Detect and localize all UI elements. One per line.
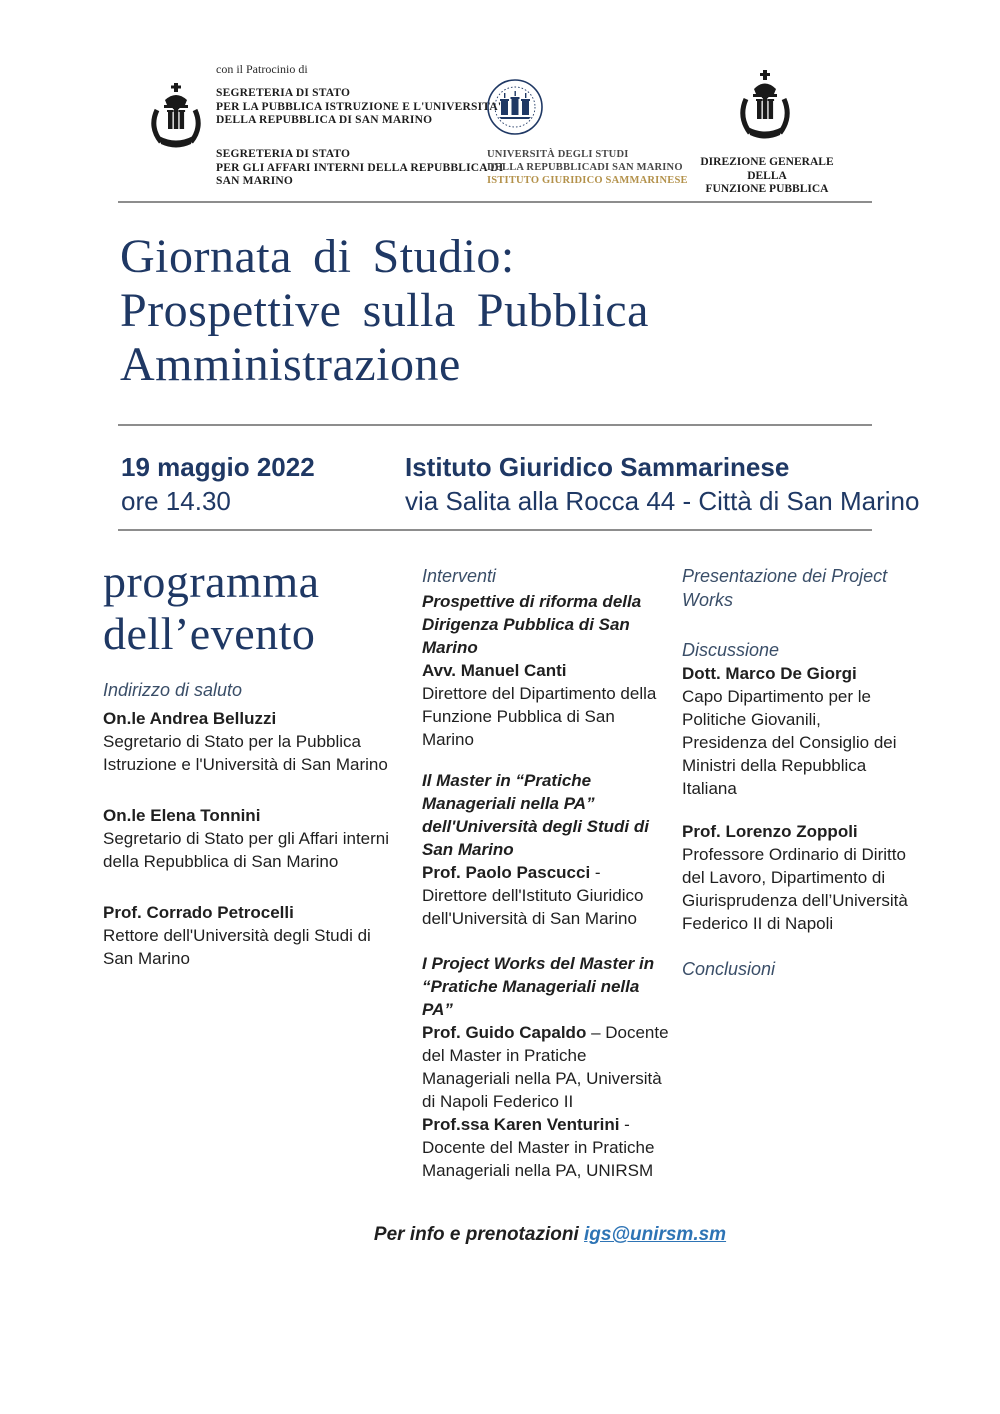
speaker-name: On.le Elena Tonnini [103, 806, 261, 825]
speaker-role: Capo Dipartimento per le Politiche Giovanili, Presidenza del Consiglio dei Ministri della Repubblica Italiana [682, 687, 897, 798]
talk-title: Prospettive di riforma della Dirigenza Pubblica di San Marino [422, 592, 642, 657]
speaker-entry [103, 901, 399, 970]
speaker-name: Prof. Paolo Pascucci [422, 863, 591, 882]
program-heading: programma dell’evento [103, 556, 320, 659]
talk-entry [422, 769, 670, 930]
speaker-role: Segretario di Stato per gli Affari interni della Repubblica di San Marino [103, 829, 390, 871]
secretariat-education-text: SEGRETERIA DI STATO PER LA PUBBLICA ISTRUZIONE E L'UNIVERSITA' DELLA REPUBBLICA DI SAN MARINO [216, 87, 502, 126]
section-label-presentazione: Presentazione dei Project Works [682, 566, 888, 610]
speaker-role: – Docente del Master in Pratiche Manageriali nella PA, Università di Napoli Federico II [422, 1023, 669, 1111]
event-venue [405, 450, 919, 518]
patronage-label: con il Patrocinio di [216, 62, 308, 76]
program-section [103, 556, 915, 1216]
secretariat-internal-text: SEGRETERIA DI STATO PER GLI AFFARI INTERNI DELLA REPUBBLICA DI SAN MARINO [216, 148, 504, 187]
speaker-role: - Direttore dell'Istituto Giuridico dell'Università di San Marino [422, 863, 644, 928]
speaker-role: Direttore del Dipartimento della Funzione Pubblica di San Marino [422, 684, 657, 749]
speaker-name: Avv. Manuel Canti [422, 661, 567, 680]
university-seal-icon [486, 78, 544, 141]
speaker-entry [103, 804, 399, 873]
venue-name: Istituto Giuridico Sammarinese [405, 452, 790, 482]
speaker-name: Prof. Guido Capaldo [422, 1023, 587, 1042]
divider [118, 529, 872, 531]
speaker-role: Rettore dell'Università degli Studi di San Marino [103, 926, 371, 968]
section-label-interventi: Interventi [422, 566, 497, 586]
section-label-discussione: Discussione [682, 640, 780, 660]
university-name-text: UNIVERSITÀ DEGLI STUDI DELLA REPUBBLICADI SAN MARINO ISTITUTO GIURIDICO SAMMARINESE [487, 149, 688, 186]
talk-entry [422, 952, 670, 1182]
footer-info [120, 1224, 980, 1246]
san-marino-coat-of-arms-icon [148, 83, 204, 154]
program-column-talks [422, 564, 670, 1182]
divider [118, 201, 872, 203]
speaker-role: Professore Ordinario di Diritto del Lavoro, Dipartimento di Giurisprudenza dell’Università Federico II di Napoli [682, 845, 908, 933]
speaker-role: Segretario di Stato per la Pubblica Istruzione e l'Università di San Marino [103, 732, 388, 774]
speaker-role: - Docente del Master in Pratiche Manageriali nella PA, UNIRSM [422, 1115, 655, 1180]
speaker-name: Prof. Corrado Petrocelli [103, 903, 294, 922]
event-time: ore 14.30 [121, 486, 231, 516]
speaker-name: On.le Andrea Belluzzi [103, 709, 277, 728]
email-link[interactable]: igs@unirsm.sm [584, 1224, 727, 1245]
page-title: Giornata di Studio: Prospettive sulla Pubblica Amministrazione [120, 230, 649, 391]
venue-address: via Salita alla Rocca 44 - Città di San Marino [405, 486, 920, 516]
talk-entry [422, 590, 670, 751]
section-label-conclusioni: Conclusioni [682, 959, 776, 979]
section-label-indirizzo: Indirizzo di saluto [103, 680, 243, 700]
san-marino-coat-of-arms-icon [737, 70, 793, 147]
talk-title: Il Master in “Pratiche Manageriali nella PA” dell'Università degli Studi di San Marino [422, 771, 649, 859]
event-datetime [121, 450, 315, 518]
speaker-entry [682, 820, 910, 935]
event-date: 19 maggio 2022 [121, 452, 315, 482]
divider [118, 424, 872, 426]
footer-text: Per info e prenotazioni [373, 1224, 584, 1245]
speaker-name: Prof. Lorenzo Zoppoli [682, 822, 858, 841]
speaker-entry [103, 707, 399, 776]
speaker-name: Prof.ssa Karen Venturini [422, 1115, 620, 1134]
istituto-giuridico-label: ISTITUTO GIURIDICO SAMMARINESE [487, 175, 688, 186]
speaker-entry [682, 662, 910, 800]
program-column-discussion [682, 564, 910, 981]
direzione-generale-text: DIREZIONE GENERALE DELLA FUNZIONE PUBBLICA [700, 156, 834, 195]
speaker-name: Dott. Marco De Giorgi [682, 664, 857, 683]
program-column-greetings [103, 556, 399, 970]
talk-title: I Project Works del Master in “Pratiche Manageriali nella PA” [422, 954, 655, 1019]
